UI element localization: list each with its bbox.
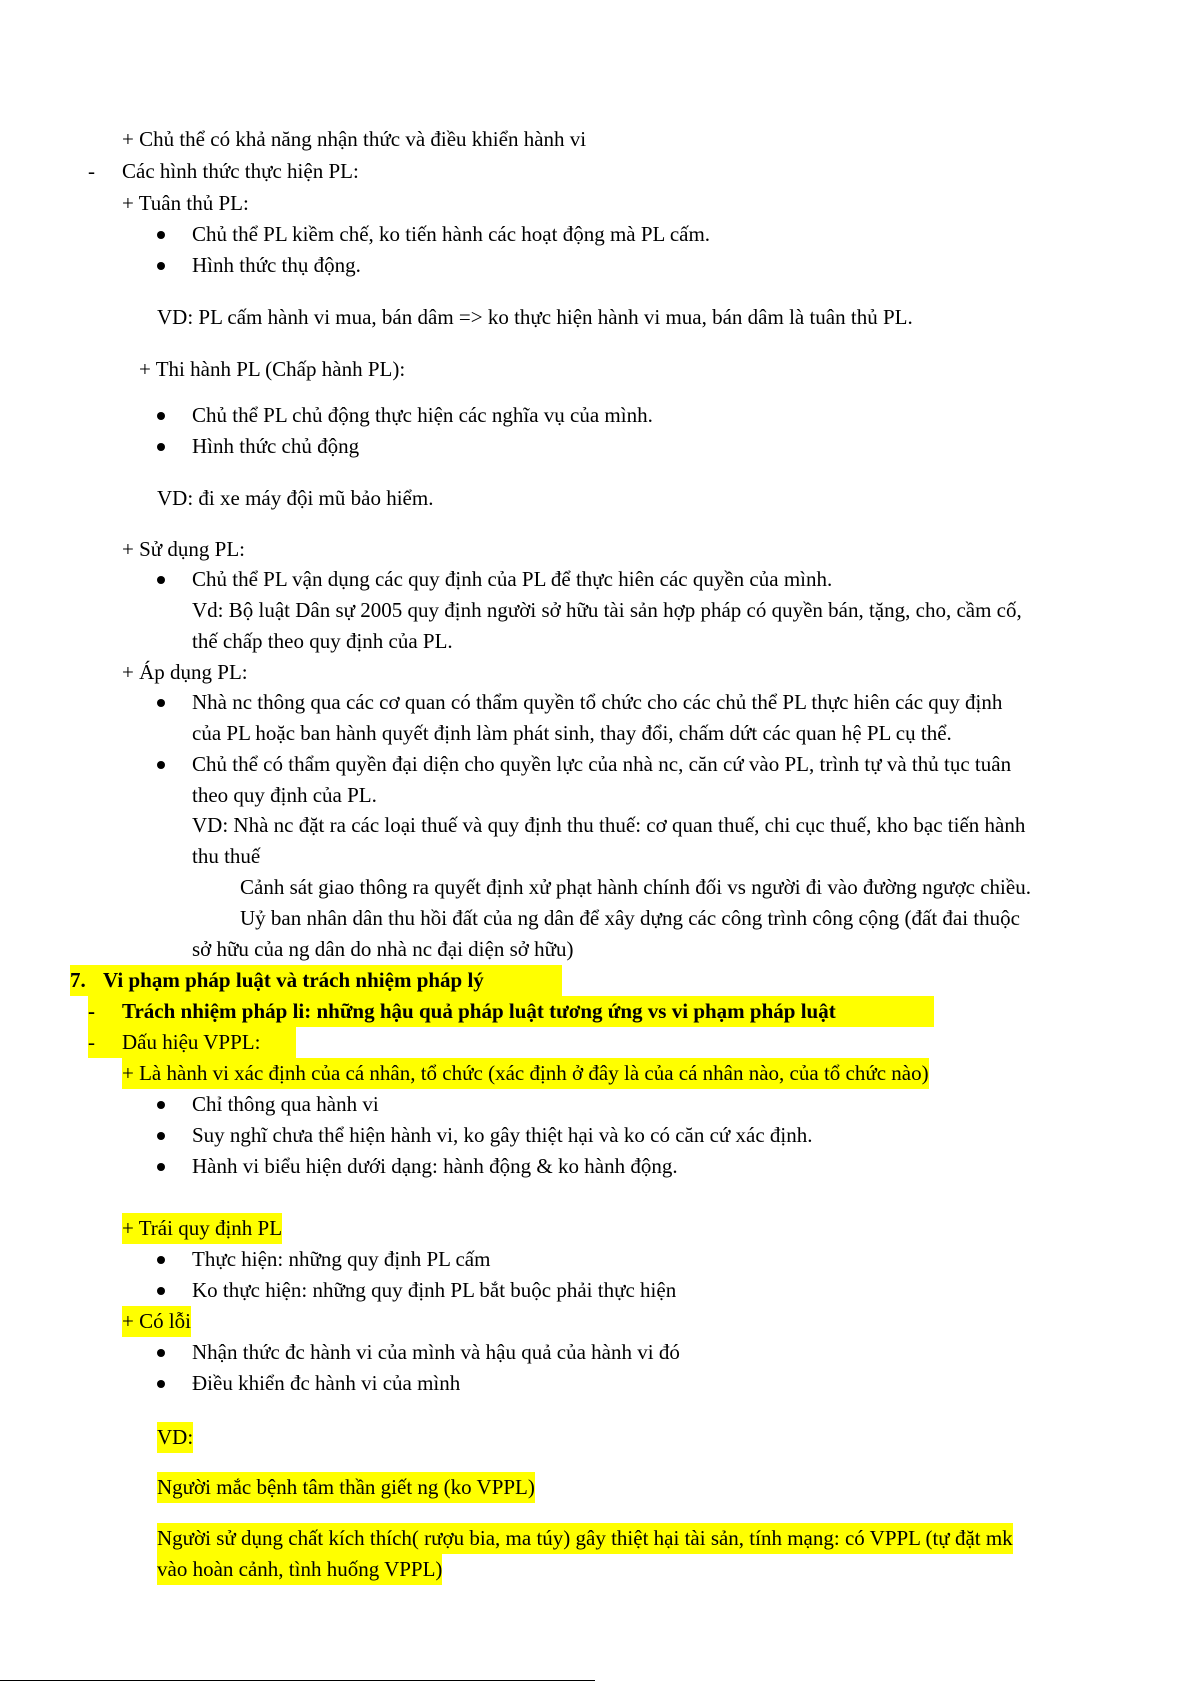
section-number: 7. bbox=[70, 968, 86, 992]
text-line: VD: PL cấm hành vi mua, bán dâm => ko thực hiện hành vi mua, bán dâm là tuân thủ PL. bbox=[157, 305, 913, 329]
text-line: Hình thức thụ động. bbox=[192, 253, 361, 277]
bullet-icon bbox=[157, 699, 165, 707]
text-line: Nhận thức đc hành vi của mình và hậu quả của hành vi đó bbox=[192, 1340, 680, 1364]
bullet-icon bbox=[157, 1256, 165, 1264]
text-line: + Tuân thủ PL: bbox=[122, 191, 249, 215]
text-line: Hình thức chủ động bbox=[192, 434, 360, 458]
text-line: + Là hành vi xác định của cá nhân, tổ chức (xác định ở đây là của cá nhân nào, của tổ chức nào) bbox=[122, 1058, 929, 1089]
text-line: Chủ thể PL kiềm chế, ko tiến hành các hoạt động mà PL cấm. bbox=[192, 222, 711, 246]
highlighted-line bbox=[88, 1027, 296, 1058]
text-line: Chủ thể PL vận dụng các quy định của PL để thực hiên các quyền của mình. bbox=[192, 567, 833, 591]
text-line: VD: bbox=[157, 1422, 193, 1453]
bullet-icon bbox=[157, 231, 165, 239]
text-line: Điều khiển đc hành vi của mình bbox=[192, 1371, 461, 1395]
text-line: Chủ thể có thẩm quyền đại diện cho quyền lực của nhà nc, căn cứ vào PL, trình tự và thủ tục tuân bbox=[192, 752, 1012, 776]
text-line: Suy nghĩ chưa thể hiện hành vi, ko gây thiệt hại và ko có căn cứ xác định. bbox=[192, 1123, 813, 1147]
footnote-separator bbox=[0, 1680, 595, 1681]
dash-marker: - bbox=[88, 999, 95, 1023]
text-line: + Thi hành PL (Chấp hành PL): bbox=[139, 357, 406, 381]
text-line: Ko thực hiện: những quy định PL bắt buộc phải thực hiện bbox=[192, 1278, 677, 1302]
text-line: của PL hoặc ban hành quyết định làm phát sinh, thay đổi, chấm dứt các quan hệ PL cụ thể. bbox=[192, 721, 952, 745]
text-line: Người mắc bệnh tâm thần giết ng (ko VPPL) bbox=[157, 1472, 535, 1503]
text-line: + Sử dụng PL: bbox=[122, 537, 245, 561]
text-line: Người sử dụng chất kích thích( rượu bia, ma túy) gây thiệt hại tài sản, tính mạng: có VPPL (tự đặt mk bbox=[157, 1523, 1013, 1554]
text-line: Trách nhiệm pháp li: những hậu quả pháp luật tương ứng vs vi phạm pháp luật bbox=[122, 999, 836, 1023]
text-line: Nhà nc thông qua các cơ quan có thẩm quyền tổ chức cho các chủ thể PL thực hiên các quy định bbox=[192, 690, 1003, 714]
dash-marker: - bbox=[88, 1030, 95, 1054]
text-line: VD: Nhà nc đặt ra các loại thuế và quy định thu thuế: cơ quan thuế, chi cục thuế, kho bạc tiến hành bbox=[192, 813, 1026, 837]
text-line: Chủ thể PL chủ động thực hiện các nghĩa vụ của mình. bbox=[192, 403, 653, 427]
text-line: Cảnh sát giao thông ra quyết định xử phạt hành chính đối vs người đi vào đường ngược chiều. bbox=[240, 875, 1031, 899]
dash-marker: - bbox=[88, 159, 95, 183]
text-line: sở hữu của ng dân do nhà nc đại diện sở hữu) bbox=[192, 937, 574, 961]
highlighted-line bbox=[88, 996, 934, 1027]
bullet-icon bbox=[157, 1163, 165, 1171]
text-line: VD: đi xe máy đội mũ bảo hiểm. bbox=[157, 486, 434, 510]
text-line: Vd: Bộ luật Dân sự 2005 quy định người sở hữu tài sản hợp pháp có quyền bán, tặng, cho, cầm cố, bbox=[192, 598, 1022, 622]
text-line: Dấu hiệu VPPL: bbox=[122, 1030, 261, 1054]
bullet-icon bbox=[157, 1101, 165, 1109]
text-line: vào hoàn cảnh, tình huống VPPL) bbox=[157, 1554, 442, 1585]
text-line: Thực hiện: những quy định PL cấm bbox=[192, 1247, 491, 1271]
bullet-icon bbox=[157, 761, 165, 769]
bullet-icon bbox=[157, 1349, 165, 1357]
bullet-icon bbox=[157, 1287, 165, 1295]
text-line: thế chấp theo quy định của PL. bbox=[192, 629, 453, 653]
bullet-icon bbox=[157, 1380, 165, 1388]
bullet-icon bbox=[157, 1132, 165, 1140]
section-title: Vi phạm pháp luật và trách nhiệm pháp lý bbox=[103, 968, 484, 992]
text-line: Các hình thức thực hiện PL: bbox=[122, 159, 359, 183]
text-line: Uỷ ban nhân dân thu hồi đất của ng dân để xây dựng các công trình công cộng (đất đai thuộc bbox=[240, 906, 1020, 930]
bullet-icon bbox=[157, 576, 165, 584]
bullet-icon bbox=[157, 443, 165, 451]
bullet-icon bbox=[157, 262, 165, 270]
text-line: Chỉ thông qua hành vi bbox=[192, 1092, 379, 1116]
text-line: theo quy định của PL. bbox=[192, 783, 377, 807]
text-line: + Áp dụng PL: bbox=[122, 660, 248, 684]
text-line: + Có lỗi bbox=[122, 1306, 191, 1337]
text-line: + Chủ thể có khả năng nhận thức và điều khiển hành vi bbox=[122, 127, 587, 151]
text-line: thu thuế bbox=[192, 844, 261, 868]
bullet-icon bbox=[157, 412, 165, 420]
text-line: + Trái quy định PL bbox=[122, 1213, 282, 1244]
text-line: Hành vi biểu hiện dưới dạng: hành động & ko hành động. bbox=[192, 1154, 678, 1178]
section-heading bbox=[70, 965, 562, 996]
